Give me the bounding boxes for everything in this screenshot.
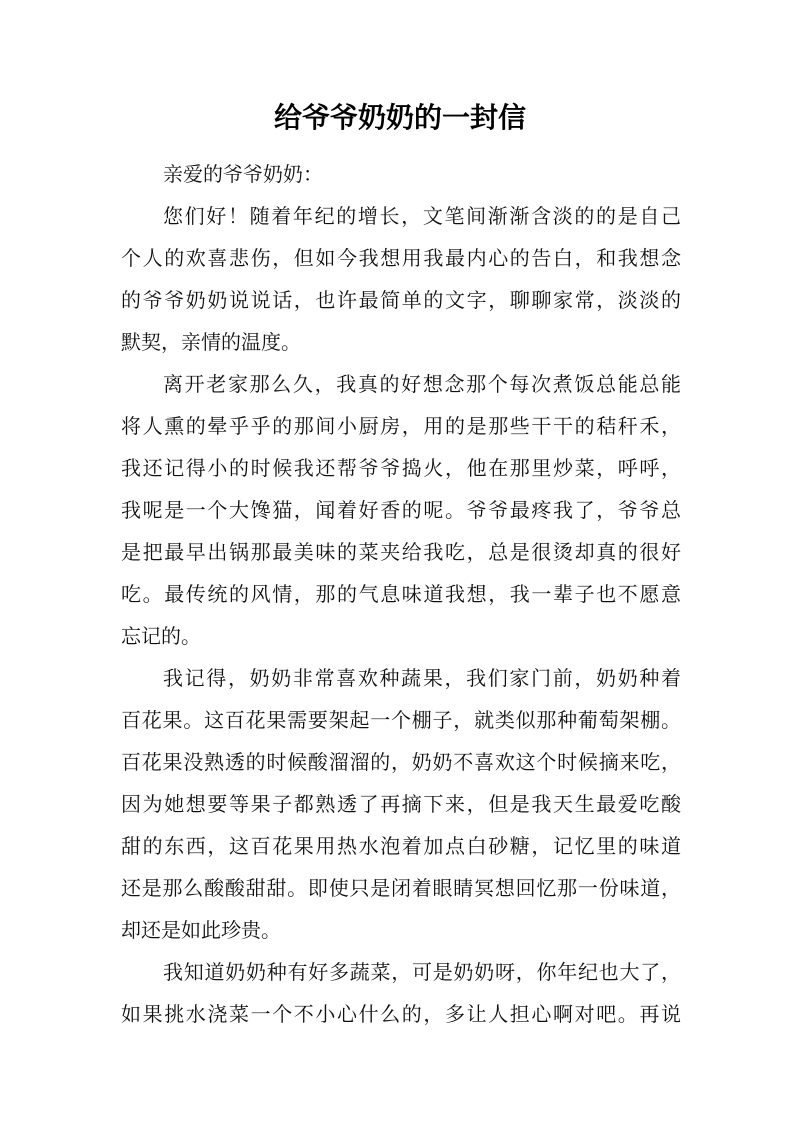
paragraph-line: 将人熏的晕乎乎的那间小厨房，用的是那些干干的秸秆禾，: [121, 414, 681, 438]
letter-title: 给爷爷奶奶的一封信: [273, 101, 526, 134]
paragraph-line: 离开老家那么久，我真的好想念那个每次煮饭总能总能: [163, 372, 681, 396]
letter-body: [121, 153, 681, 1035]
paragraph-line: 甜的东西，这百花果用热水泡着加点白砂糖，记忆里的味道: [121, 834, 681, 858]
paragraph-line: 吃。最传统的风情，那的气息味道我想，我一辈子也不愿意: [121, 582, 681, 606]
paragraph-3: [121, 657, 681, 951]
paragraph-line: 却还是如此珍贵。: [121, 918, 281, 942]
paragraph-line: 我还记得小的时候我还帮爷爷捣火，他在那里炒菜，呼呼，: [121, 456, 681, 480]
paragraph-2: [121, 363, 681, 657]
paragraph-line: 因为她想要等果子都熟透了再摘下来，但是我天生最爱吃酸: [121, 792, 681, 816]
paragraph-line: 百花果没熟透的时候酸溜溜的，奶奶不喜欢这个时候摘来吃，: [121, 750, 681, 774]
salutation: 亲爱的爷爷奶奶：: [163, 162, 323, 186]
paragraph-line: 我记得，奶奶非常喜欢种蔬果，我们家门前，奶奶种着: [163, 666, 681, 690]
paragraph-line: 您们好！随着年纪的增长，文笔间渐渐含淡的的是自己: [163, 204, 681, 228]
paragraph-line: 我知道奶奶种有好多蔬菜，可是奶奶呀，你年纪也大了，: [163, 960, 681, 984]
paragraph-line: 是把最早出锅那最美味的菜夹给我吃，总是很烫却真的很好: [121, 540, 681, 564]
paragraph-line: 默契，亲情的温度。: [121, 330, 301, 354]
paragraph-line: 还是那么酸酸甜甜。即使只是闭着眼睛冥想回忆那一份味道，: [121, 876, 681, 900]
paragraph-line: 个人的欢喜悲伤，但如今我想用我最内心的告白，和我想念: [121, 246, 681, 270]
paragraph-line: 百花果。这百花果需要架起一个棚子，就类似那种葡萄架棚。: [121, 708, 681, 732]
paragraph-1: [121, 195, 681, 363]
paragraph-line: 如果挑水浇菜一个不小心什么的，多让人担心啊对吧。再说: [121, 1002, 681, 1026]
paragraph-line: 我呢是一个大馋猫，闻着好香的呢。爷爷最疼我了，爷爷总: [121, 498, 681, 522]
paragraph-line: 的爷爷奶奶说说话，也许最简单的文字，聊聊家常，淡淡的: [121, 288, 681, 312]
paragraph-line: 忘记的。: [121, 624, 201, 648]
paragraph-4: [121, 951, 681, 1035]
